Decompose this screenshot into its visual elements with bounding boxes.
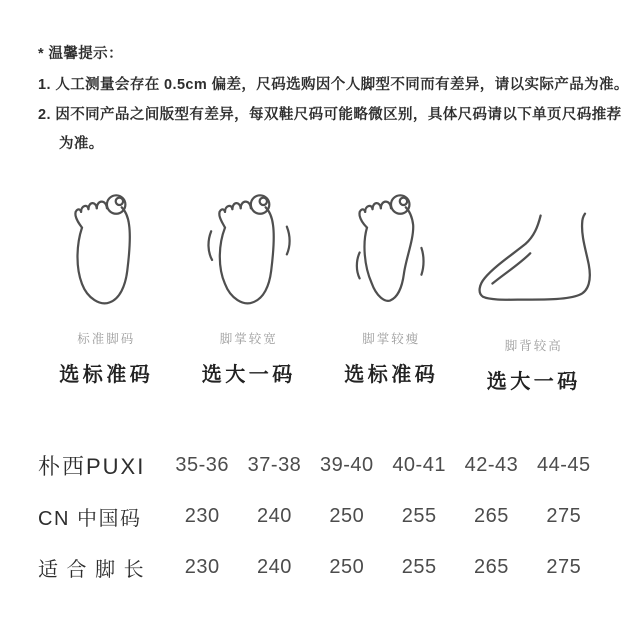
size-advice-label: 选大一码: [486, 371, 581, 393]
size-cell: 240: [257, 556, 292, 578]
tips-line-3: 为准。: [59, 136, 104, 153]
size-cell: 275: [546, 505, 582, 527]
tips-line-1: 1. 人工测量会存在 0.5cm 偏差，尺码选购因个人脚型不同而有差异，请以实际产品为准。: [38, 76, 629, 93]
size-cell: 250: [329, 505, 365, 527]
size-cell: 275: [546, 556, 582, 578]
fit-guide-item-standard: [35, 182, 178, 394]
row-label: 适 合 脚 长: [38, 559, 146, 581]
foot-type-label: 标准脚码: [77, 332, 136, 346]
fit-guide-item-high-instep: [463, 182, 606, 394]
size-cell: 265: [474, 556, 509, 578]
size-cell: 40-41: [392, 454, 446, 476]
foot-type-label: 脚掌较宽: [219, 332, 278, 346]
size-cell: 255: [401, 556, 437, 578]
size-cell: 265: [474, 505, 509, 527]
size-advice-label: 选大一码: [201, 364, 296, 386]
fit-guide-item-narrow: [320, 182, 463, 394]
size-advice-label: 选标准码: [59, 364, 154, 386]
size-table-row-foot-length: [38, 542, 600, 593]
size-cell: 35-36: [175, 454, 229, 476]
row-label: CN 中国码: [38, 508, 142, 530]
size-cell: 42-43: [464, 454, 519, 476]
size-cell: 230: [184, 505, 220, 527]
size-cell: 44-45: [536, 454, 591, 476]
size-cell: 37-38: [247, 454, 302, 476]
size-cell: 255: [401, 505, 437, 527]
size-cell: 240: [257, 505, 292, 527]
tips-title: * 温馨提示：: [38, 46, 123, 62]
footprint-standard-icon: [58, 184, 154, 310]
footprint-wide-icon: [201, 184, 297, 310]
size-table-row-cn: [38, 491, 600, 542]
size-table-row-brand: [38, 440, 600, 491]
size-cell: 230: [184, 556, 220, 578]
row-label: 朴西PUXI: [38, 454, 146, 479]
fit-guide-section: [35, 182, 605, 394]
fit-guide-item-wide: [178, 182, 321, 394]
footprint-narrow-icon: [343, 184, 439, 310]
size-table: [38, 440, 600, 593]
size-cell: 39-40: [319, 454, 374, 476]
tips-section: [0, 0, 640, 156]
size-advice-label: 选标准码: [344, 364, 439, 386]
foot-side-high-instep-icon: [471, 208, 597, 310]
foot-type-label: 脚背较高: [504, 339, 563, 353]
foot-type-label: 脚掌较瘦: [362, 332, 421, 346]
size-cell: 250: [329, 556, 365, 578]
tips-line-2: 2. 因不同产品之间版型有差异，每双鞋尺码可能略微区别，具体尺码请以下单页尺码推荐: [38, 106, 622, 123]
